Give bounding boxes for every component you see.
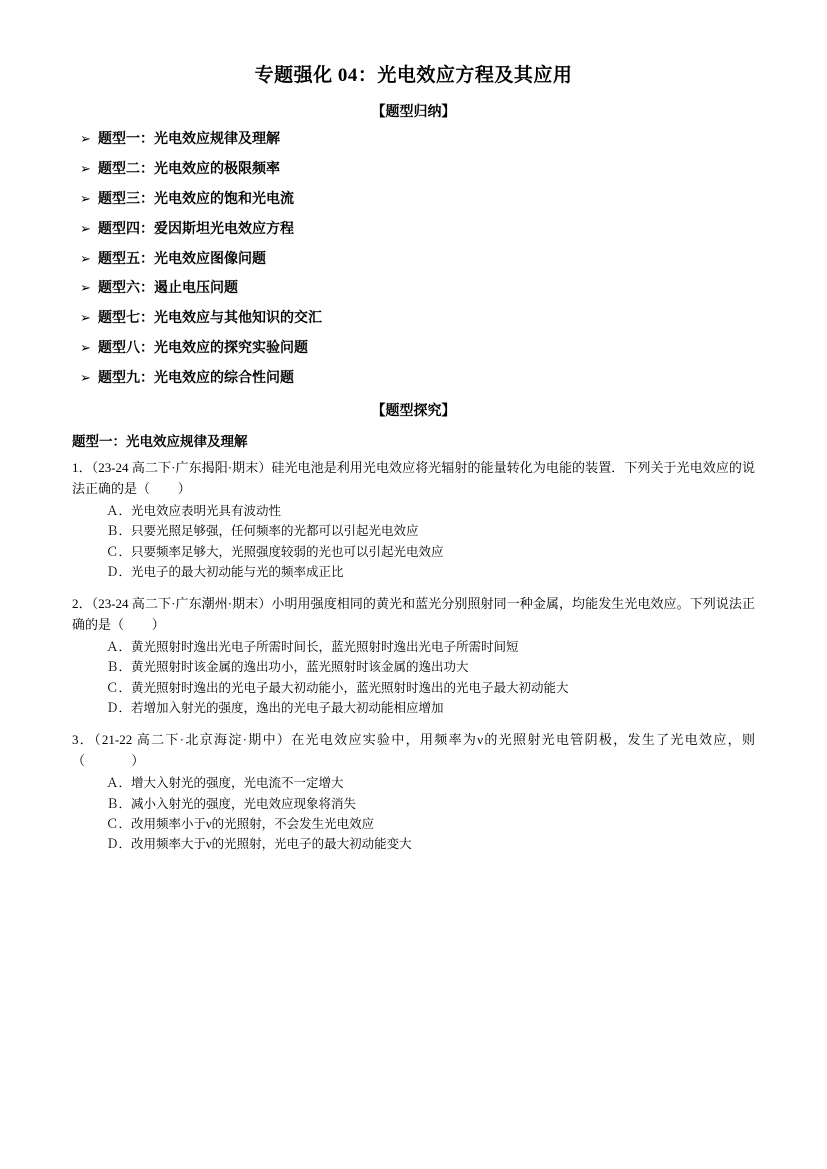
topic-label: 题型一：光电效应规律及理解 <box>98 132 280 147</box>
topic-label: 题型五：光电效应图像问题 <box>98 251 266 267</box>
arrow-bullet-icon: ➢ <box>80 281 91 297</box>
arrow-bullet-icon: ➢ <box>80 221 91 237</box>
answer-blank <box>150 481 178 496</box>
option-d: Ｄ．光电子的最大初动能与光的频率成正比 <box>106 564 344 579</box>
question-source: （23-24 高二下·广东潮州·期末） <box>91 596 272 612</box>
question-source: （21-22 高二下·北京海淀·期中） <box>94 732 292 748</box>
topic-label: 题型八：光电效应的探究实验问题 <box>98 341 308 357</box>
arrow-bullet-icon: ➢ <box>80 311 91 327</box>
list-item <box>72 370 755 389</box>
page-title: 专题强化 04：光电效应方程及其应用 <box>254 65 573 86</box>
answer-blank <box>85 753 131 768</box>
list-item <box>72 161 755 180</box>
option-d: Ｄ．改用频率大于ν的光照射，光电子的最大初动能变大 <box>106 837 412 852</box>
question-1 <box>72 457 755 582</box>
question-stem <box>72 729 755 771</box>
question-text: 硅光电池是利用光电效应将光辐射的能量转化为电能的装置．下列关于光电效应的说法正确的是（ <box>72 460 755 497</box>
option-b: Ｂ．黄光照射时该金属的逸出功小，蓝光照射时该金属的逸出功大 <box>106 660 469 675</box>
topic-label: 题型九：光电效应的综合性问题 <box>98 371 294 387</box>
list-item <box>72 191 755 210</box>
topic-label: 题型三：光电效应的饱和光电流 <box>98 191 294 207</box>
question-text-tail: ） <box>177 481 191 497</box>
arrow-bullet-icon: ➢ <box>80 191 91 207</box>
option-b: Ｂ．减小入射光的强度，光电效应现象将消失 <box>106 796 357 811</box>
list-item <box>72 280 755 299</box>
topic-label: 题型七：光电效应与其他知识的交汇 <box>98 311 322 327</box>
summary-heading: 【题型归纳】 <box>371 105 456 120</box>
topic-label: 题型二：光电效应的极限频率 <box>98 161 280 177</box>
question-number: 3． <box>72 732 95 748</box>
question-source: （23-24 高二下·广东揭阳·期末） <box>91 460 272 476</box>
section-title: 题型一：光电效应规律及理解 <box>72 434 248 450</box>
arrow-bullet-icon: ➢ <box>80 132 91 147</box>
list-item <box>72 310 755 329</box>
list-item <box>72 340 755 359</box>
question-number: 1． <box>72 460 92 476</box>
question-stem <box>72 457 755 499</box>
list-item <box>72 221 755 240</box>
question-stem <box>72 593 755 635</box>
arrow-bullet-icon: ➢ <box>80 371 91 387</box>
option-a: Ａ．增大入射光的强度，光电流不一定增大 <box>106 776 344 791</box>
option-b: Ｂ．只要光照足够强，任何频率的光都可以引起光电效应 <box>106 524 419 539</box>
list-item <box>72 131 755 150</box>
option-c: Ｃ．改用频率小于ν的光照射，不会发生光电效应 <box>106 816 375 831</box>
option-a: Ａ．光电效应表明光具有波动性 <box>106 504 282 519</box>
question-text-tail: ） <box>151 617 165 633</box>
question-text-tail: ） <box>131 753 145 769</box>
topic-label: 题型四：爱因斯坦光电效应方程 <box>98 221 294 237</box>
list-item <box>72 251 755 270</box>
explore-heading: 【题型探究】 <box>371 404 456 420</box>
question-text: 小明用强度相同的黄光和蓝光分别照射同一种金属，均能发生光电效应。下列说法正确的是（ <box>72 596 755 633</box>
arrow-bullet-icon: ➢ <box>80 341 91 357</box>
option-d: Ｄ．若增加入射光的强度，逸出的光电子最大初动能相应增加 <box>106 700 444 715</box>
answer-blank <box>124 617 152 632</box>
option-a: Ａ．黄光照射时逸出光电子所需时间长，蓝光照射时逸出光电子所需时间短 <box>106 640 519 655</box>
topic-label: 题型六：遏止电压问题 <box>98 281 238 297</box>
topic-list <box>72 131 755 389</box>
arrow-bullet-icon: ➢ <box>80 161 91 177</box>
question-2 <box>72 593 755 718</box>
option-c: Ｃ．黄光照射时逸出的光电子最大初动能小，蓝光照射时逸出的光电子最大初动能大 <box>106 680 569 695</box>
arrow-bullet-icon: ➢ <box>80 251 91 267</box>
question-3 <box>72 729 755 854</box>
option-c: Ｃ．只要频率足够大，光照强度较弱的光也可以引起光电效应 <box>106 544 444 559</box>
question-number: 2． <box>72 596 92 612</box>
question-text: 在光电效应实验中，用频率为ν的光照射光电管阴极，发生了光电效应，则（ <box>72 732 755 769</box>
